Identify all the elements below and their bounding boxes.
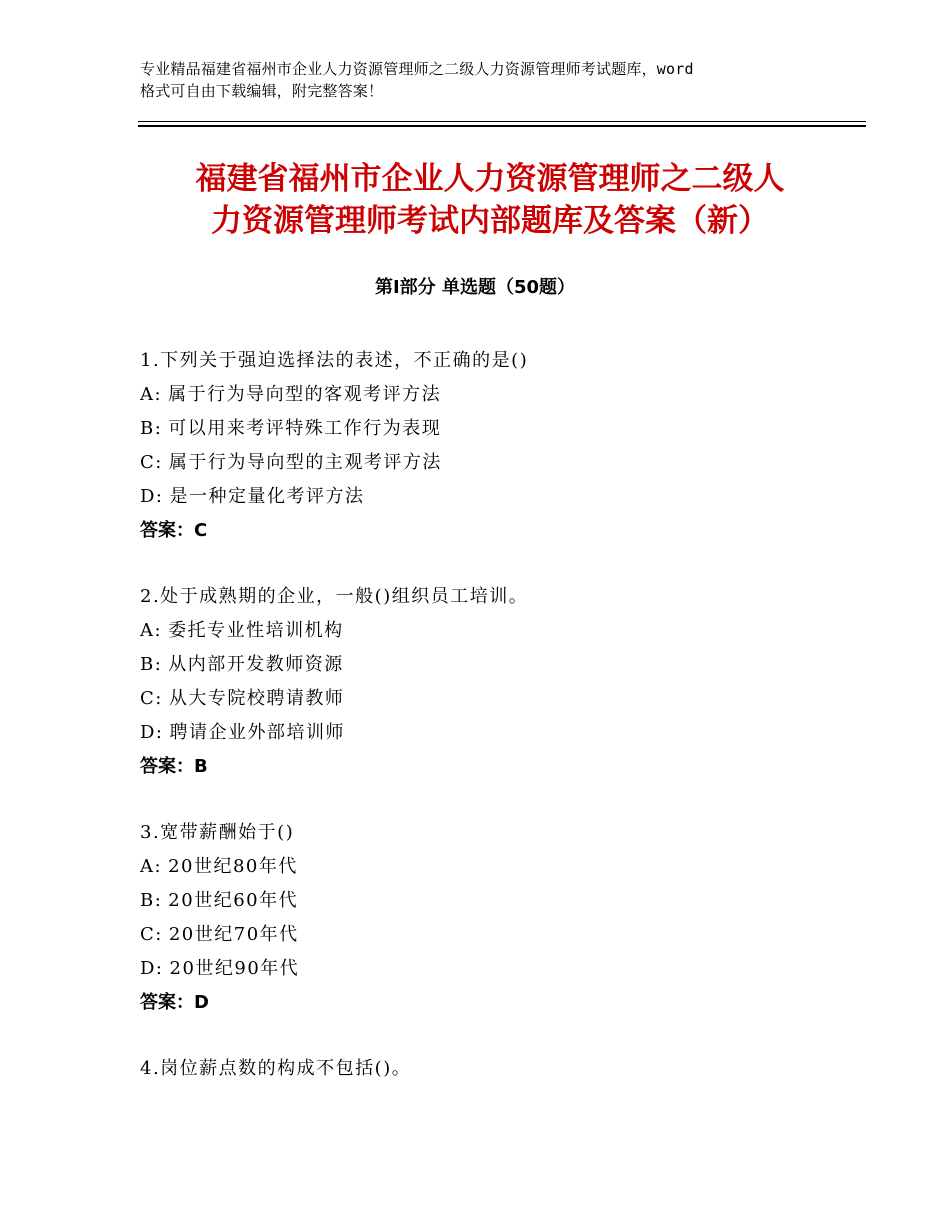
option-prefix: B:: [140, 418, 163, 439]
answer-label: 答案：B: [140, 756, 208, 777]
header-rule-thick: [138, 125, 866, 127]
question-3: [140, 816, 860, 1020]
option-d: [140, 480, 860, 514]
option-a: [140, 850, 860, 884]
question-2: [140, 580, 860, 784]
option-b: [140, 648, 860, 682]
option-text: 聘请企业外部培训师: [169, 722, 345, 743]
document-title-line-2: 力资源管理师考试内部题库及答案（新）: [211, 203, 769, 239]
option-prefix: B:: [140, 890, 163, 911]
option-prefix: C:: [140, 924, 163, 945]
answer-label: 答案：C: [140, 520, 208, 541]
option-prefix: D:: [140, 486, 164, 507]
question-list: [140, 344, 860, 1118]
header-note-line-2: 格式可自由下载编辑，附完整答案！: [140, 82, 384, 100]
option-prefix: D:: [140, 722, 164, 743]
question-stem: 3.宽带薪酬始于(): [140, 822, 295, 843]
option-text: 从大专院校聘请教师: [168, 688, 345, 709]
option-c: [140, 682, 860, 716]
answer-label: 答案：D: [140, 992, 209, 1013]
option-d: [140, 952, 860, 986]
option-b: [140, 884, 860, 918]
header-rule-thin: [138, 121, 866, 122]
question-stem: 1.下列关于强迫选择法的表述，不正确的是(): [140, 350, 529, 371]
section-heading: 第Ⅰ部分 单选题（50题）: [374, 277, 575, 298]
option-prefix: A:: [140, 384, 163, 405]
option-text: 20世纪80年代: [168, 856, 298, 877]
option-prefix: C:: [140, 688, 163, 709]
option-text: 20世纪90年代: [169, 958, 300, 979]
option-c: [140, 446, 860, 480]
option-text: 20世纪70年代: [168, 924, 299, 945]
question-1: [140, 344, 860, 548]
option-text: 委托专业性培训机构: [168, 620, 344, 641]
option-b: [140, 412, 860, 446]
option-prefix: C:: [140, 452, 163, 473]
option-text: 可以用来考评特殊工作行为表现: [168, 418, 442, 439]
option-text: 属于行为导向型的客观考评方法: [168, 384, 442, 405]
option-d: [140, 716, 860, 750]
document-title: [150, 158, 830, 242]
document-title-line-1: 福建省福州市企业人力资源管理师之二级人: [195, 161, 785, 197]
option-prefix: A:: [140, 620, 163, 641]
header-note-line-1: 专业精品福建省福州市企业人力资源管理师之二级人力资源管理师考试题库，word: [140, 60, 694, 78]
option-text: 20世纪60年代: [168, 890, 299, 911]
option-text: 是一种定量化考评方法: [169, 486, 365, 507]
option-prefix: A:: [140, 856, 163, 877]
option-text: 属于行为导向型的主观考评方法: [168, 452, 442, 473]
option-a: [140, 614, 860, 648]
option-c: [140, 918, 860, 952]
question-stem: 2.处于成熟期的企业，一般()组织员工培训。: [140, 586, 529, 607]
option-prefix: B:: [140, 654, 163, 675]
option-text: 从内部开发教师资源: [168, 654, 344, 675]
option-a: [140, 378, 860, 412]
question-4: [140, 1052, 860, 1086]
header-note: [140, 58, 830, 102]
question-stem: 4.岗位薪点数的构成不包括()。: [140, 1058, 412, 1079]
option-prefix: D:: [140, 958, 164, 979]
